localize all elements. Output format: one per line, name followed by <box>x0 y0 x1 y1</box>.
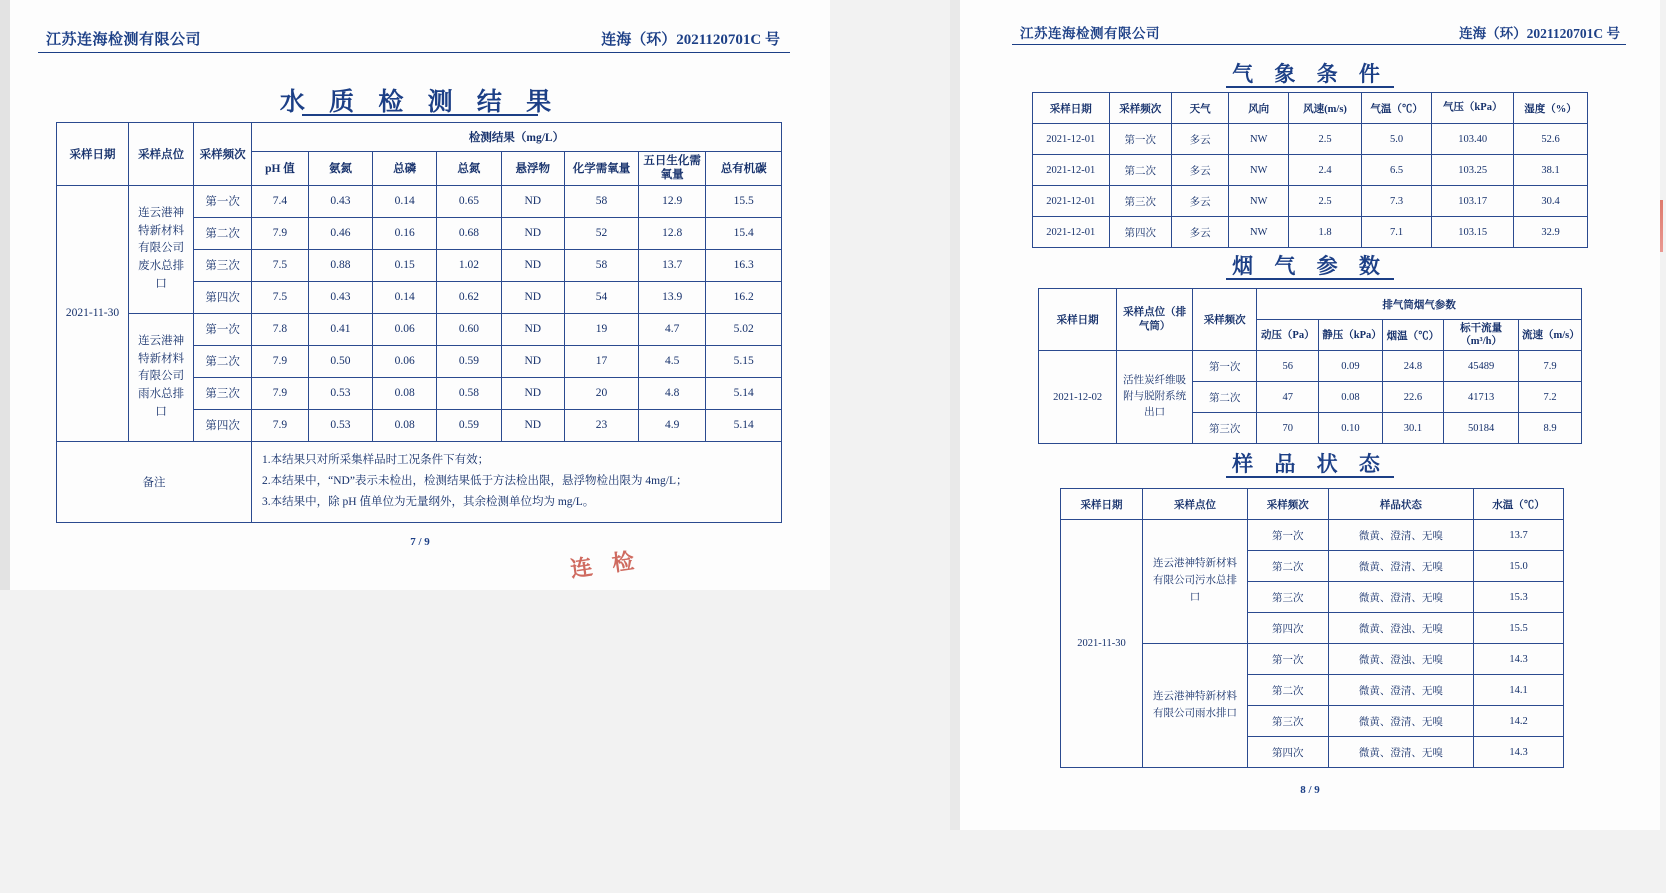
cell-freq: 第四次 <box>1247 613 1328 644</box>
cell-value: 0.53 <box>308 409 372 441</box>
cell-temp: 13.7 <box>1474 520 1564 551</box>
cell-state: 微黄、澄清、无嗅 <box>1328 675 1473 706</box>
weather-section-title: 气 象 条 件 <box>1232 62 1388 86</box>
cell-value: 24.8 <box>1382 351 1444 382</box>
cell-value: 17 <box>565 345 639 377</box>
cell-value: 20 <box>565 377 639 409</box>
cell-freq: 第四次 <box>194 281 252 313</box>
cell-value: 41713 <box>1444 382 1519 413</box>
sample-title-underline <box>1226 476 1394 478</box>
cell-value: 0.62 <box>437 281 501 313</box>
cell-value: 0.46 <box>308 217 372 249</box>
cell-value: 多云 <box>1172 217 1229 248</box>
th-results-group: 检测结果（mg/L） <box>252 123 782 152</box>
cell-temp: 14.1 <box>1474 675 1564 706</box>
cell-value: 23 <box>565 409 639 441</box>
cell-state: 微黄、澄清、无嗅 <box>1328 737 1473 768</box>
cell-value: 0.08 <box>373 409 437 441</box>
cell-temp: 15.3 <box>1474 582 1564 613</box>
cell-value: 56 <box>1257 351 1319 382</box>
cell-value: 7.9 <box>252 377 309 409</box>
cell-value: 0.88 <box>308 249 372 281</box>
cell-value: 0.41 <box>308 313 372 345</box>
cell-point-rainwater: 连云港神特新材料有限公司雨水总排口 <box>128 313 193 441</box>
cell-value: 0.10 <box>1319 413 1382 444</box>
cell-value: 0.08 <box>1319 382 1382 413</box>
note-line-2: 2.本结果中，“ND”表示未检出，检测结果低于方法检出限，悬浮物检出限为 4mg/L； <box>262 475 688 488</box>
th-sample-state: 样品状态 <box>1328 489 1473 520</box>
cell-value: 0.14 <box>373 185 437 217</box>
th-weather-sky: 天气 <box>1172 93 1229 124</box>
cell-value: 19 <box>565 313 639 345</box>
cell-value: 8.9 <box>1519 413 1582 444</box>
cell-freq: 第二次 <box>194 345 252 377</box>
cell-freq: 第二次 <box>1193 382 1257 413</box>
th-weather-pressure: 气压（kPa） <box>1432 93 1514 124</box>
th-sample-freq: 采样频次 <box>1247 489 1328 520</box>
cell-freq: 第二次 <box>1247 675 1328 706</box>
cell-temp: 14.3 <box>1474 737 1564 768</box>
cell-value: ND <box>501 377 565 409</box>
cell-value: 多云 <box>1172 155 1229 186</box>
cell-value: 0.43 <box>308 185 372 217</box>
cell-value: 7.5 <box>252 281 309 313</box>
cell-temp: 14.3 <box>1474 644 1564 675</box>
flue-section-title: 烟 气 参 数 <box>1232 254 1388 278</box>
cell-value: 7.5 <box>252 249 309 281</box>
cell-value: 7.9 <box>252 217 309 249</box>
th-sample-temp: 水温（℃） <box>1474 489 1564 520</box>
cell-value: 12.8 <box>638 217 705 249</box>
cell-value: 15.4 <box>706 217 782 249</box>
cell-value: 5.15 <box>706 345 782 377</box>
cell-freq: 第一次 <box>194 313 252 345</box>
cell-freq: 第三次 <box>1247 582 1328 613</box>
cell-value: 5.02 <box>706 313 782 345</box>
cell-sample-date: 2021-11-30 <box>1061 520 1143 768</box>
th-flue-static-pressure: 静压（kPa） <box>1319 320 1382 351</box>
header-report-number: 连海（环）2021120701C 号 <box>1459 26 1620 41</box>
th-metric-tn: 总氮 <box>437 152 501 186</box>
cell-value: 0.59 <box>437 345 501 377</box>
table-row <box>57 313 782 345</box>
header-divider <box>38 52 790 53</box>
header-company-name: 江苏连海检测有限公司 <box>1020 26 1160 41</box>
th-sampling-date: 采样日期 <box>57 123 129 186</box>
cell-value: 7.1 <box>1361 217 1431 248</box>
cell-value: 50184 <box>1444 413 1519 444</box>
stamp-char-1: 连 <box>568 553 600 582</box>
cell-value: 52 <box>565 217 639 249</box>
cell-value: 第四次 <box>1109 217 1172 248</box>
cell-flue-date: 2021-12-02 <box>1039 351 1117 444</box>
cell-value: 0.15 <box>373 249 437 281</box>
cell-value: ND <box>501 249 565 281</box>
cell-freq: 第四次 <box>194 409 252 441</box>
cell-value: 7.4 <box>252 185 309 217</box>
right-page-edge-shadow <box>950 0 960 830</box>
cell-value: 第一次 <box>1109 124 1172 155</box>
cell-value: 第三次 <box>1109 186 1172 217</box>
cell-value: 70 <box>1257 413 1319 444</box>
cell-value: 0.09 <box>1319 351 1382 382</box>
cell-freq: 第三次 <box>1247 706 1328 737</box>
cell-value: 13.9 <box>638 281 705 313</box>
cell-value: 0.14 <box>373 281 437 313</box>
flue-gas-parameters-table <box>1038 288 1582 444</box>
th-flue-flow: 标干流量（m³/h） <box>1444 320 1519 351</box>
cell-freq: 第二次 <box>194 217 252 249</box>
cell-state: 微黄、澄清、无嗅 <box>1328 520 1473 551</box>
th-metric-cod: 化学需氧量 <box>565 152 639 186</box>
cell-freq: 第一次 <box>1247 644 1328 675</box>
page-title: 水 质 检 测 结 果 <box>279 89 561 116</box>
cell-value: 0.58 <box>437 377 501 409</box>
th-weather-humidity: 湿度（%） <box>1514 93 1588 124</box>
cell-value: 16.2 <box>706 281 782 313</box>
table-row <box>1033 155 1588 186</box>
cell-notes-body <box>252 441 782 522</box>
cell-value: ND <box>501 409 565 441</box>
th-metric-toc: 总有机碳 <box>706 152 782 186</box>
cell-value: 52.6 <box>1514 124 1588 155</box>
th-flue-point: 采样点位（排气筒） <box>1117 289 1193 351</box>
cell-value: ND <box>501 345 565 377</box>
cell-freq: 第三次 <box>194 377 252 409</box>
th-metric-ammonia: 氨氮 <box>308 152 372 186</box>
cell-value: 103.17 <box>1432 186 1514 217</box>
cell-value: ND <box>501 185 565 217</box>
th-sampling-point: 采样点位 <box>128 123 193 186</box>
cell-value: 32.9 <box>1514 217 1588 248</box>
document-page-left <box>10 0 830 590</box>
cell-value: NW <box>1229 155 1289 186</box>
cell-value: 0.60 <box>437 313 501 345</box>
red-seal-stamp <box>568 543 642 583</box>
weather-conditions-table <box>1032 92 1588 248</box>
cell-value: 5.14 <box>706 409 782 441</box>
cell-value: 4.9 <box>638 409 705 441</box>
cell-value: 2021-12-01 <box>1033 217 1110 248</box>
cell-value: 7.9 <box>1519 351 1582 382</box>
flue-title-underline <box>1226 278 1394 280</box>
cell-value: 5.0 <box>1361 124 1431 155</box>
cell-value: 1.8 <box>1289 217 1362 248</box>
cell-value: 4.7 <box>638 313 705 345</box>
page-title-underline <box>302 114 538 116</box>
cell-value: 2.4 <box>1289 155 1362 186</box>
cell-value: 58 <box>565 249 639 281</box>
cell-value: 22.6 <box>1382 382 1444 413</box>
th-weather-wind-dir: 风向 <box>1229 93 1289 124</box>
cell-value: 0.59 <box>437 409 501 441</box>
th-flue-temp: 烟温（℃） <box>1382 320 1444 351</box>
cell-value: 多云 <box>1172 124 1229 155</box>
cell-sample-point-wastewater: 连云港神特新材料有限公司污水总排口 <box>1143 520 1248 644</box>
page-number-left: 7 / 9 <box>410 536 430 548</box>
weather-title-underline <box>1226 86 1394 88</box>
cell-value: 30.1 <box>1382 413 1444 444</box>
cell-value: 0.08 <box>373 377 437 409</box>
th-sampling-frequency: 采样频次 <box>194 123 252 186</box>
cell-value: 7.2 <box>1519 382 1582 413</box>
cell-value: 0.06 <box>373 313 437 345</box>
cell-freq: 第二次 <box>1247 551 1328 582</box>
document-page-right <box>960 0 1660 830</box>
cell-value: 38.1 <box>1514 155 1588 186</box>
note-line-3: 3.本结果中，除 pH 值单位为无量纲外，其余检测单位均为 mg/L。 <box>262 496 595 509</box>
th-weather-wind-speed: 风速(m/s) <box>1289 93 1362 124</box>
cell-value: ND <box>501 313 565 345</box>
cell-value: NW <box>1229 186 1289 217</box>
cell-notes-label: 备注 <box>57 441 252 522</box>
th-metric-ph: pH 值 <box>252 152 309 186</box>
water-quality-table <box>56 122 782 523</box>
cell-value: 103.15 <box>1432 217 1514 248</box>
header-company-name: 江苏连海检测有限公司 <box>46 32 202 48</box>
th-metric-ss: 悬浮物 <box>501 152 565 186</box>
cell-freq: 第四次 <box>1247 737 1328 768</box>
th-sample-date: 采样日期 <box>1061 489 1143 520</box>
cell-flue-point: 活性炭纤维吸附与脱附系统出口 <box>1117 351 1193 444</box>
cell-sampling-date: 2021-11-30 <box>57 185 129 441</box>
cell-value: 2021-12-01 <box>1033 155 1110 186</box>
cell-value: 13.7 <box>638 249 705 281</box>
table-row-notes <box>57 441 782 522</box>
header-report-number: 连海（环）2021120701C 号 <box>601 32 780 48</box>
th-weather-freq: 采样频次 <box>1109 93 1172 124</box>
cell-value: 0.06 <box>373 345 437 377</box>
th-metric-bod5: 五日生化需氧量 <box>638 152 705 186</box>
cell-value: 4.8 <box>638 377 705 409</box>
cell-temp: 15.5 <box>1474 613 1564 644</box>
cell-sample-point-rainwater: 连云港神特新材料有限公司雨水排口 <box>1143 644 1248 768</box>
cell-value: 2.5 <box>1289 186 1362 217</box>
cell-value: 16.3 <box>706 249 782 281</box>
cell-value: 0.53 <box>308 377 372 409</box>
cell-value: 7.3 <box>1361 186 1431 217</box>
cell-freq: 第三次 <box>1193 413 1257 444</box>
page-number-right: 8 / 9 <box>1300 784 1320 796</box>
sample-status-table <box>1060 488 1564 768</box>
cell-value: ND <box>501 217 565 249</box>
cell-value: 0.16 <box>373 217 437 249</box>
cell-point-wastewater: 连云港神特新材料有限公司废水总排口 <box>128 185 193 313</box>
table-row <box>1061 520 1564 551</box>
cell-value: 7.8 <box>252 313 309 345</box>
table-row <box>1033 186 1588 217</box>
cell-value: 15.5 <box>706 185 782 217</box>
cell-value: 54 <box>565 281 639 313</box>
cell-value: NW <box>1229 124 1289 155</box>
th-flue-freq: 采样频次 <box>1193 289 1257 351</box>
th-metric-tp: 总磷 <box>373 152 437 186</box>
sample-section-title: 样 品 状 态 <box>1232 452 1388 476</box>
cell-value: 多云 <box>1172 186 1229 217</box>
cell-value: 7.9 <box>252 345 309 377</box>
cell-freq: 第一次 <box>1247 520 1328 551</box>
note-line-1: 1.本结果只对所采集样品时工况条件下有效； <box>262 453 490 466</box>
cell-value: ND <box>501 281 565 313</box>
table-row <box>57 185 782 217</box>
th-flue-date: 采样日期 <box>1039 289 1117 351</box>
cell-state: 微黄、澄清、无嗅 <box>1328 551 1473 582</box>
cell-freq: 第三次 <box>194 249 252 281</box>
cell-value: 103.25 <box>1432 155 1514 186</box>
th-weather-date: 采样日期 <box>1033 93 1110 124</box>
th-flue-dynamic-pressure: 动压（Pa） <box>1257 320 1319 351</box>
cell-value: 2021-12-01 <box>1033 124 1110 155</box>
cell-value: 4.5 <box>638 345 705 377</box>
cell-value: 58 <box>565 185 639 217</box>
th-sample-point: 采样点位 <box>1143 489 1248 520</box>
cell-value: 0.50 <box>308 345 372 377</box>
left-page-header <box>10 28 830 54</box>
cell-value: 1.02 <box>437 249 501 281</box>
cell-freq: 第一次 <box>1193 351 1257 382</box>
cell-state: 微黄、澄浊、无嗅 <box>1328 644 1473 675</box>
cell-value: 47 <box>1257 382 1319 413</box>
right-page-header <box>960 22 1660 48</box>
cell-value: 12.9 <box>638 185 705 217</box>
cell-state: 微黄、澄浊、无嗅 <box>1328 613 1473 644</box>
th-flue-group: 排气筒烟气参数 <box>1257 289 1582 320</box>
stamp-char-2: 检 <box>610 547 642 576</box>
cell-freq: 第一次 <box>194 185 252 217</box>
cell-value: 30.4 <box>1514 186 1588 217</box>
cell-value: 5.14 <box>706 377 782 409</box>
cell-value: 0.68 <box>437 217 501 249</box>
cell-state: 微黄、澄清、无嗅 <box>1328 582 1473 613</box>
cell-value: 0.43 <box>308 281 372 313</box>
th-weather-temp: 气温（℃） <box>1361 93 1431 124</box>
cell-temp: 15.0 <box>1474 551 1564 582</box>
cell-value: 2021-12-01 <box>1033 186 1110 217</box>
left-page-edge-shadow <box>0 0 10 590</box>
cell-value: 45489 <box>1444 351 1519 382</box>
table-row <box>1033 124 1588 155</box>
cell-value: 2.5 <box>1289 124 1362 155</box>
cell-value: NW <box>1229 217 1289 248</box>
header-divider <box>1012 44 1626 45</box>
cell-value: 7.9 <box>252 409 309 441</box>
cell-value: 6.5 <box>1361 155 1431 186</box>
table-row <box>1039 351 1582 382</box>
cell-state: 微黄、澄清、无嗅 <box>1328 706 1473 737</box>
table-row <box>1033 217 1588 248</box>
cell-value: 103.40 <box>1432 124 1514 155</box>
cell-temp: 14.2 <box>1474 706 1564 737</box>
cell-value: 第二次 <box>1109 155 1172 186</box>
th-flue-velocity: 流速（m/s） <box>1519 320 1582 351</box>
cell-value: 0.65 <box>437 185 501 217</box>
